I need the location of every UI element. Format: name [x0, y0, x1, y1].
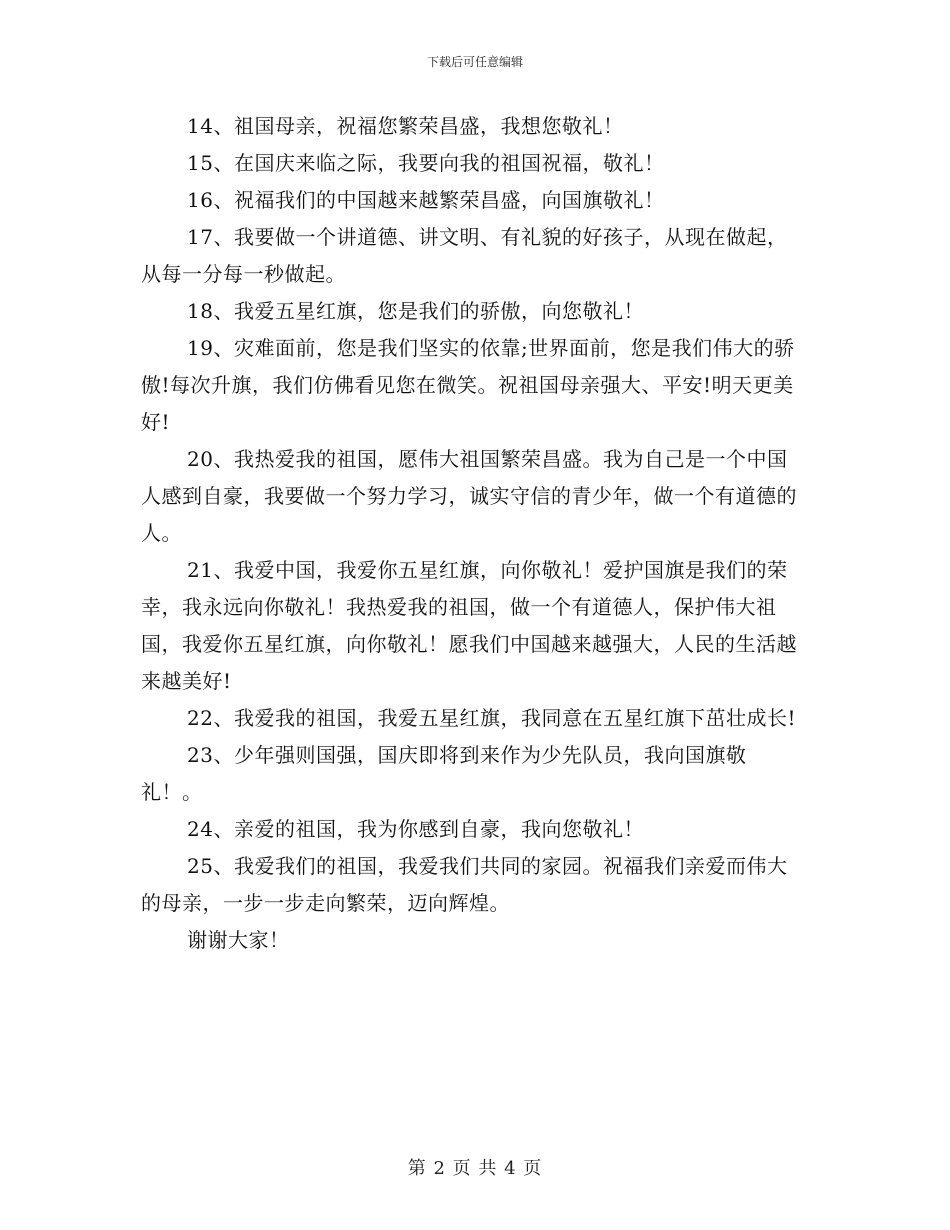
paragraph: 19、灾难面前，您是我们坚实的依靠;世界面前，您是我们伟大的骄傲!每次升旗，我们仿佛看见您在微笑。祝祖国母亲强大、平安!明天更美好!	[141, 336, 795, 434]
paragraph: 21、我爱中国，我爱你五星红旗，向你敬礼！爱护国旗是我们的荣幸，我永远向你敬礼！我热爱我的祖国，做一个有道德人，保护伟大祖国，我爱你五星红旗，向你敬礼！愿我们中国越来越强大，人民的生活越来越美好!	[141, 558, 797, 693]
paragraph: 14、祖国母亲，祝福您繁荣昌盛，我想您敬礼！	[187, 114, 624, 138]
paragraph: 15、在国庆来临之际，我要向我的祖国祝福，敬礼！	[187, 151, 665, 175]
paragraph: 22、我爱我的祖国，我爱五星红旗，我同意在五星红旗下茁壮成长!	[187, 706, 796, 730]
paragraph: 25、我爱我们的祖国，我爱我们共同的家园。祝福我们亲爱而伟大的母亲，一步一步走向繁荣，迈向辉煌。	[141, 854, 788, 915]
page-header: 下载后可任意编辑	[426, 55, 523, 69]
page-number: 第 2 页 共 4 页	[407, 1158, 543, 1179]
document-body	[141, 108, 806, 959]
paragraph: 16、祝福我们的中国越来越繁荣昌盛，向国旗敬礼！	[187, 188, 665, 212]
paragraph: 20、我热爱我的祖国，愿伟大祖国繁荣昌盛。我为自己是一个中国人感到自豪，我要做一个努力学习，诚实守信的青少年，做一个有道德的人。	[141, 447, 797, 545]
paragraph: 18、我爱五星红旗，您是我们的骄傲，向您敬礼！	[187, 299, 644, 323]
paragraph: 24、亲爱的祖国，我为你感到自豪，我向您敬礼！	[187, 817, 644, 841]
closing-paragraph: 谢谢大家！	[187, 928, 290, 952]
paragraph: 17、我要做一个讲道德、讲文明、有礼貌的好孩子，从现在做起，从每一分每一秒做起。	[141, 225, 788, 286]
paragraph: 23、少年强则国强，国庆即将到来作为少先队员，我向国旗敬礼！。	[141, 743, 747, 804]
